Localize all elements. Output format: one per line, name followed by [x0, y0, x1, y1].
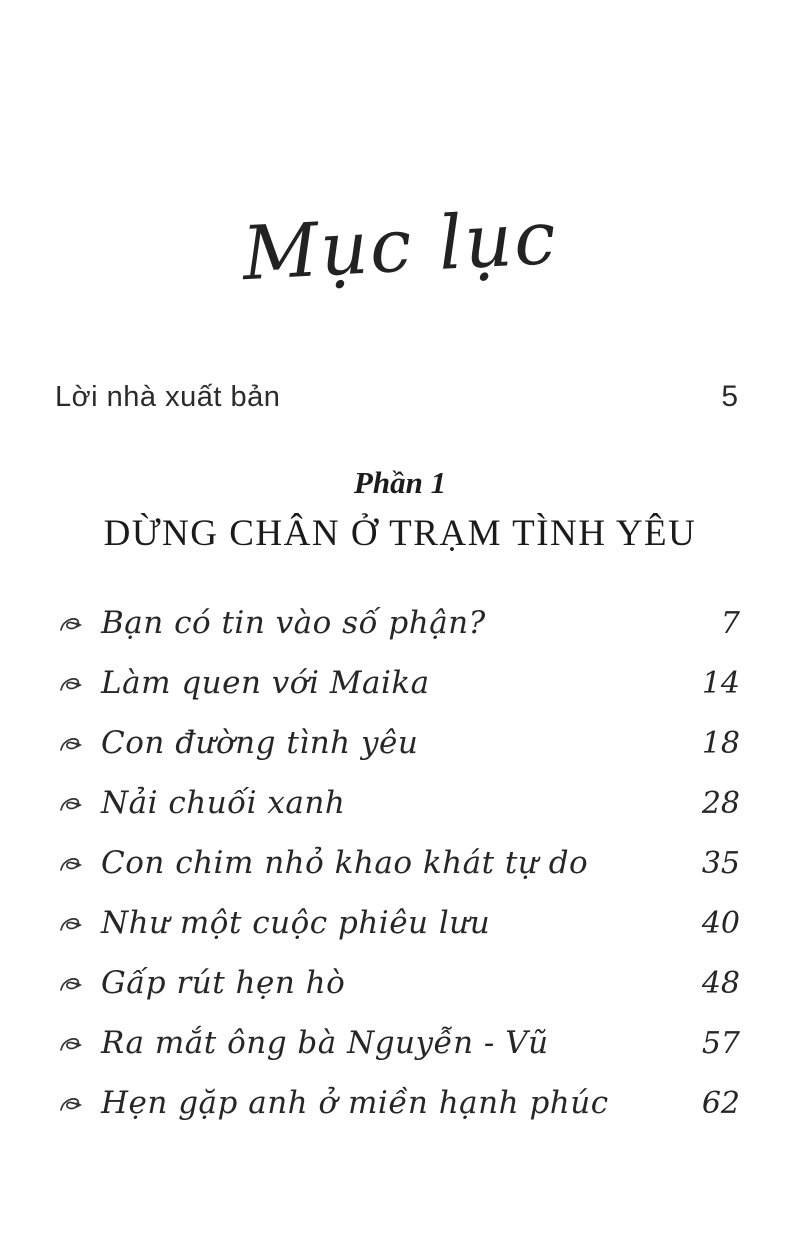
part-label: Phần 1 [353, 465, 447, 500]
front-matter-label: Lời nhà xuất bản [55, 381, 281, 413]
toc-row [58, 1073, 740, 1133]
toc-item-title: Ra mắt ông bà Nguyễn - Vũ [101, 1025, 549, 1061]
toc-list [58, 593, 740, 1133]
toc-item-title: Bạn có tin vào số phận? [101, 605, 486, 641]
toc-item-page-number: 7 [720, 605, 740, 641]
toc-row [58, 713, 740, 773]
toc-item-page-number: 35 [701, 845, 740, 881]
toc-row [58, 833, 740, 893]
toc-item-page-number: 14 [701, 665, 740, 701]
front-matter-row [55, 376, 738, 418]
loop-arrow-bullet-icon [58, 613, 84, 635]
toc-row [58, 593, 740, 653]
toc-row [58, 773, 740, 833]
toc-item-title: Làm quen với Maika [101, 665, 430, 701]
loop-arrow-bullet-icon [58, 1093, 84, 1115]
toc-row [58, 893, 740, 953]
loop-arrow-bullet-icon [58, 793, 84, 815]
toc-row [58, 653, 740, 713]
loop-arrow-bullet-icon [58, 913, 84, 935]
toc-item-title: Con đường tình yêu [101, 725, 419, 761]
toc-item-title: Hẹn gặp anh ở miền hạnh phúc [101, 1085, 609, 1121]
part-title: DỪNG CHÂN Ở TRẠM TÌNH YÊU [103, 513, 697, 554]
toc-item-title: Như một cuộc phiêu lưu [101, 905, 491, 941]
loop-arrow-bullet-icon [58, 973, 84, 995]
loop-arrow-bullet-icon [58, 673, 84, 695]
toc-item-page-number: 40 [701, 905, 740, 941]
toc-script-heading: Mục lục [240, 194, 560, 298]
loop-arrow-bullet-icon [58, 1033, 84, 1055]
loop-arrow-bullet-icon [58, 733, 84, 755]
front-matter-page-number: 5 [721, 380, 738, 413]
toc-item-page-number: 48 [701, 965, 740, 1001]
toc-item-page-number: 57 [701, 1025, 740, 1061]
toc-item-title: Con chim nhỏ khao khát tự do [101, 845, 589, 881]
toc-item-page-number: 28 [701, 785, 740, 821]
toc-row [58, 1013, 740, 1073]
toc-row [58, 953, 740, 1013]
toc-item-title: Nải chuối xanh [101, 785, 346, 821]
loop-arrow-bullet-icon [58, 853, 84, 875]
toc-item-page-number: 18 [701, 725, 740, 761]
toc-item-title: Gấp rút hẹn hò [101, 965, 346, 1001]
toc-item-page-number: 62 [701, 1085, 740, 1121]
